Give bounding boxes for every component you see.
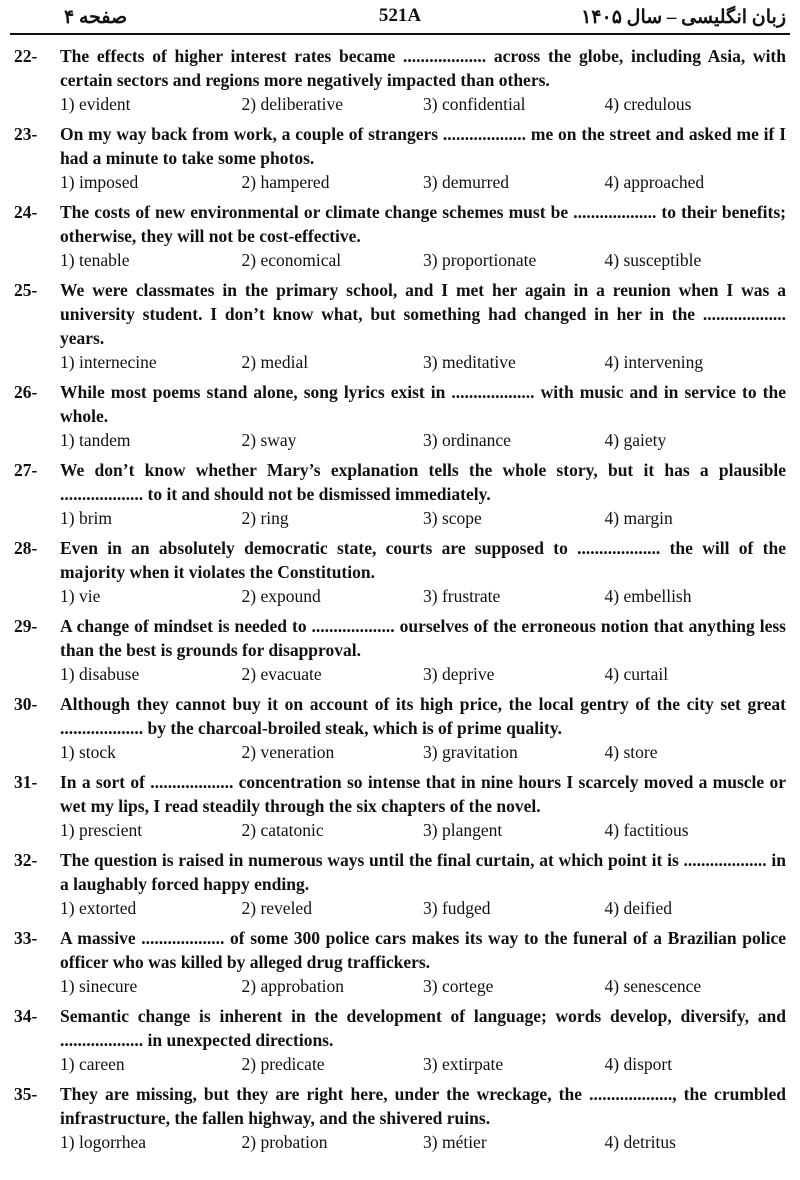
answer-option: 3) deprive <box>423 664 495 684</box>
answer-option: 1) logorrhea <box>60 1132 147 1152</box>
answer-option: 4) detritus <box>604 1132 676 1152</box>
question-item <box>0 1004 800 1077</box>
answer-option: 3) confidential <box>423 94 526 114</box>
header-divider <box>10 33 790 35</box>
subject-title: زبان انگلیسی – سال ۱۴۰۵ <box>581 7 786 28</box>
answer-option: 4) deified <box>604 898 673 918</box>
question-item <box>0 458 800 531</box>
question-number: 27- <box>14 460 38 480</box>
question-stem: Although they cannot buy it on account of its high price, the local gentry of the city set great ................... by the charcoal-broiled steak, which is of prime quality. <box>60 694 786 738</box>
question-number: 23- <box>14 124 38 144</box>
answer-option: 2) expound <box>241 586 321 606</box>
question-number: 35- <box>14 1084 38 1104</box>
page-number-label: صفحه ۴ <box>64 7 128 28</box>
answer-option: 3) ordinance <box>423 430 511 450</box>
answer-option: 2) medial <box>241 352 309 372</box>
page-header <box>0 0 800 30</box>
question-number: 25- <box>14 280 38 300</box>
answer-option: 2) catatonic <box>241 820 324 840</box>
booklet-code: 521A <box>378 5 422 26</box>
answer-option: 3) extirpate <box>423 1054 504 1074</box>
answer-option: 2) predicate <box>241 1054 325 1074</box>
answer-options <box>60 974 786 999</box>
question-item <box>0 614 800 687</box>
answer-option: 1) vie <box>60 586 101 606</box>
question-stem: While most poems stand alone, song lyrics exist in ................... with music and in service to the whole. <box>60 382 786 426</box>
answer-option: 1) internecine <box>60 352 157 372</box>
answer-option: 4) approached <box>604 172 705 192</box>
answer-option: 2) approbation <box>241 976 345 996</box>
answer-option: 1) stock <box>60 742 116 762</box>
answer-options <box>60 1052 786 1077</box>
answer-options <box>60 248 786 273</box>
question-number: 34- <box>14 1006 38 1026</box>
question-number: 33- <box>14 928 38 948</box>
question-stem: The costs of new environmental or climate change schemes must be ................... to their benefits; otherwise, they will not be cost-effective. <box>60 202 786 246</box>
question-item <box>0 536 800 609</box>
answer-option: 2) ring <box>241 508 289 528</box>
answer-option: 4) intervening <box>604 352 704 372</box>
question-number: 22- <box>14 46 38 66</box>
question-item <box>0 44 800 117</box>
answer-option: 3) scope <box>423 508 482 528</box>
question-stem: A massive ................... of some 300 police cars makes its way to the funeral of a Brazilian police officer who was killed by alleged drug traffickers. <box>60 928 786 972</box>
answer-option: 3) fudged <box>423 898 491 918</box>
question-stem: Semantic change is inherent in the development of language; words develop, diversify, and ................... in unexpected directions. <box>60 1006 786 1050</box>
answer-option: 4) disport <box>604 1054 673 1074</box>
question-item <box>0 692 800 765</box>
answer-option: 1) imposed <box>60 172 139 192</box>
answer-option: 1) tenable <box>60 250 130 270</box>
answer-option: 2) evacuate <box>241 664 322 684</box>
answer-option: 2) probation <box>241 1132 328 1152</box>
answer-option: 3) demurred <box>423 172 510 192</box>
answer-option: 4) margin <box>604 508 673 528</box>
answer-options <box>60 170 786 195</box>
answer-option: 1) prescient <box>60 820 143 840</box>
answer-option: 4) embellish <box>604 586 692 606</box>
question-item <box>0 200 800 273</box>
question-number: 31- <box>14 772 38 792</box>
answer-options <box>60 584 786 609</box>
question-stem: The effects of higher interest rates became ................... across the globe, including Asia, with certain sectors and regions more negatively impacted than others. <box>60 46 786 90</box>
answer-option: 4) susceptible <box>604 250 702 270</box>
answer-option: 3) meditative <box>423 352 516 372</box>
answer-option: 1) extorted <box>60 898 137 918</box>
answer-option: 2) sway <box>241 430 297 450</box>
answer-option: 3) frustrate <box>423 586 501 606</box>
answer-option: 2) hampered <box>241 172 330 192</box>
question-item <box>0 278 800 375</box>
answer-option: 1) brim <box>60 508 113 528</box>
answer-options <box>60 428 786 453</box>
question-item <box>0 926 800 999</box>
answer-option: 4) factitious <box>604 820 689 840</box>
answer-options <box>60 506 786 531</box>
answer-option: 1) tandem <box>60 430 131 450</box>
answer-option: 1) careen <box>60 1054 125 1074</box>
answer-option: 3) métier <box>423 1132 487 1152</box>
question-stem: On my way back from work, a couple of strangers ................... me on the street and asked me if I had a minute to take some photos. <box>60 124 786 168</box>
answer-option: 1) sinecure <box>60 976 138 996</box>
question-number: 29- <box>14 616 38 636</box>
answer-options <box>60 740 786 765</box>
answer-option: 3) cortege <box>423 976 494 996</box>
question-stem: We don’t know whether Mary’s explanation tells the whole story, but it has a plausible ................... to it and should not be dismissed immediately. <box>60 460 786 504</box>
question-item <box>0 770 800 843</box>
answer-option: 4) credulous <box>604 94 692 114</box>
answer-option: 4) store <box>604 742 658 762</box>
answer-option: 1) disabuse <box>60 664 140 684</box>
answer-option: 1) evident <box>60 94 131 114</box>
question-stem: The question is raised in numerous ways until the final curtain, at which point it is ................... in a laughably forced happy ending. <box>60 850 786 894</box>
question-stem: They are missing, but they are right here, under the wreckage, the ..................., the crumbled infrastructure, the fallen highway, and the shivered ruins. <box>60 1084 786 1128</box>
question-stem: Even in an absolutely democratic state, courts are supposed to ................... the will of the majority when it violates the Constitution. <box>60 538 786 582</box>
answer-options <box>60 662 786 687</box>
answer-option: 3) plangent <box>423 820 503 840</box>
answer-option: 2) reveled <box>241 898 312 918</box>
answer-option: 2) veneration <box>241 742 335 762</box>
answer-option: 4) curtail <box>604 664 669 684</box>
question-item <box>0 1082 800 1155</box>
question-item <box>0 122 800 195</box>
question-number: 28- <box>14 538 38 558</box>
question-number: 24- <box>14 202 38 222</box>
question-number: 32- <box>14 850 38 870</box>
question-stem: We were classmates in the primary school, and I met her again in a reunion when I was a university student. I don’t know what, but something had changed in her in the ................... years. <box>60 280 786 348</box>
question-item <box>0 848 800 921</box>
answer-options <box>60 818 786 843</box>
answer-options <box>60 92 786 117</box>
answer-option: 3) proportionate <box>423 250 537 270</box>
answer-option: 4) senescence <box>604 976 702 996</box>
question-stem: In a sort of ................... concentration so intense that in nine hours I scarcely moved a muscle or wet my lips, I read steadily through the six chapters of the novel. <box>60 772 786 816</box>
question-number: 26- <box>14 382 38 402</box>
question-item <box>0 380 800 453</box>
answer-option: 2) deliberative <box>241 94 344 114</box>
answer-option: 3) gravitation <box>423 742 518 762</box>
answer-options <box>60 350 786 375</box>
answer-options <box>60 896 786 921</box>
answer-option: 4) gaiety <box>604 430 667 450</box>
answer-options <box>60 1130 786 1155</box>
question-number: 30- <box>14 694 38 714</box>
answer-option: 2) economical <box>241 250 342 270</box>
question-list <box>0 44 800 1160</box>
question-stem: A change of mindset is needed to ................... ourselves of the erroneous notion that anything less than the best is grounds for disapproval. <box>60 616 786 660</box>
